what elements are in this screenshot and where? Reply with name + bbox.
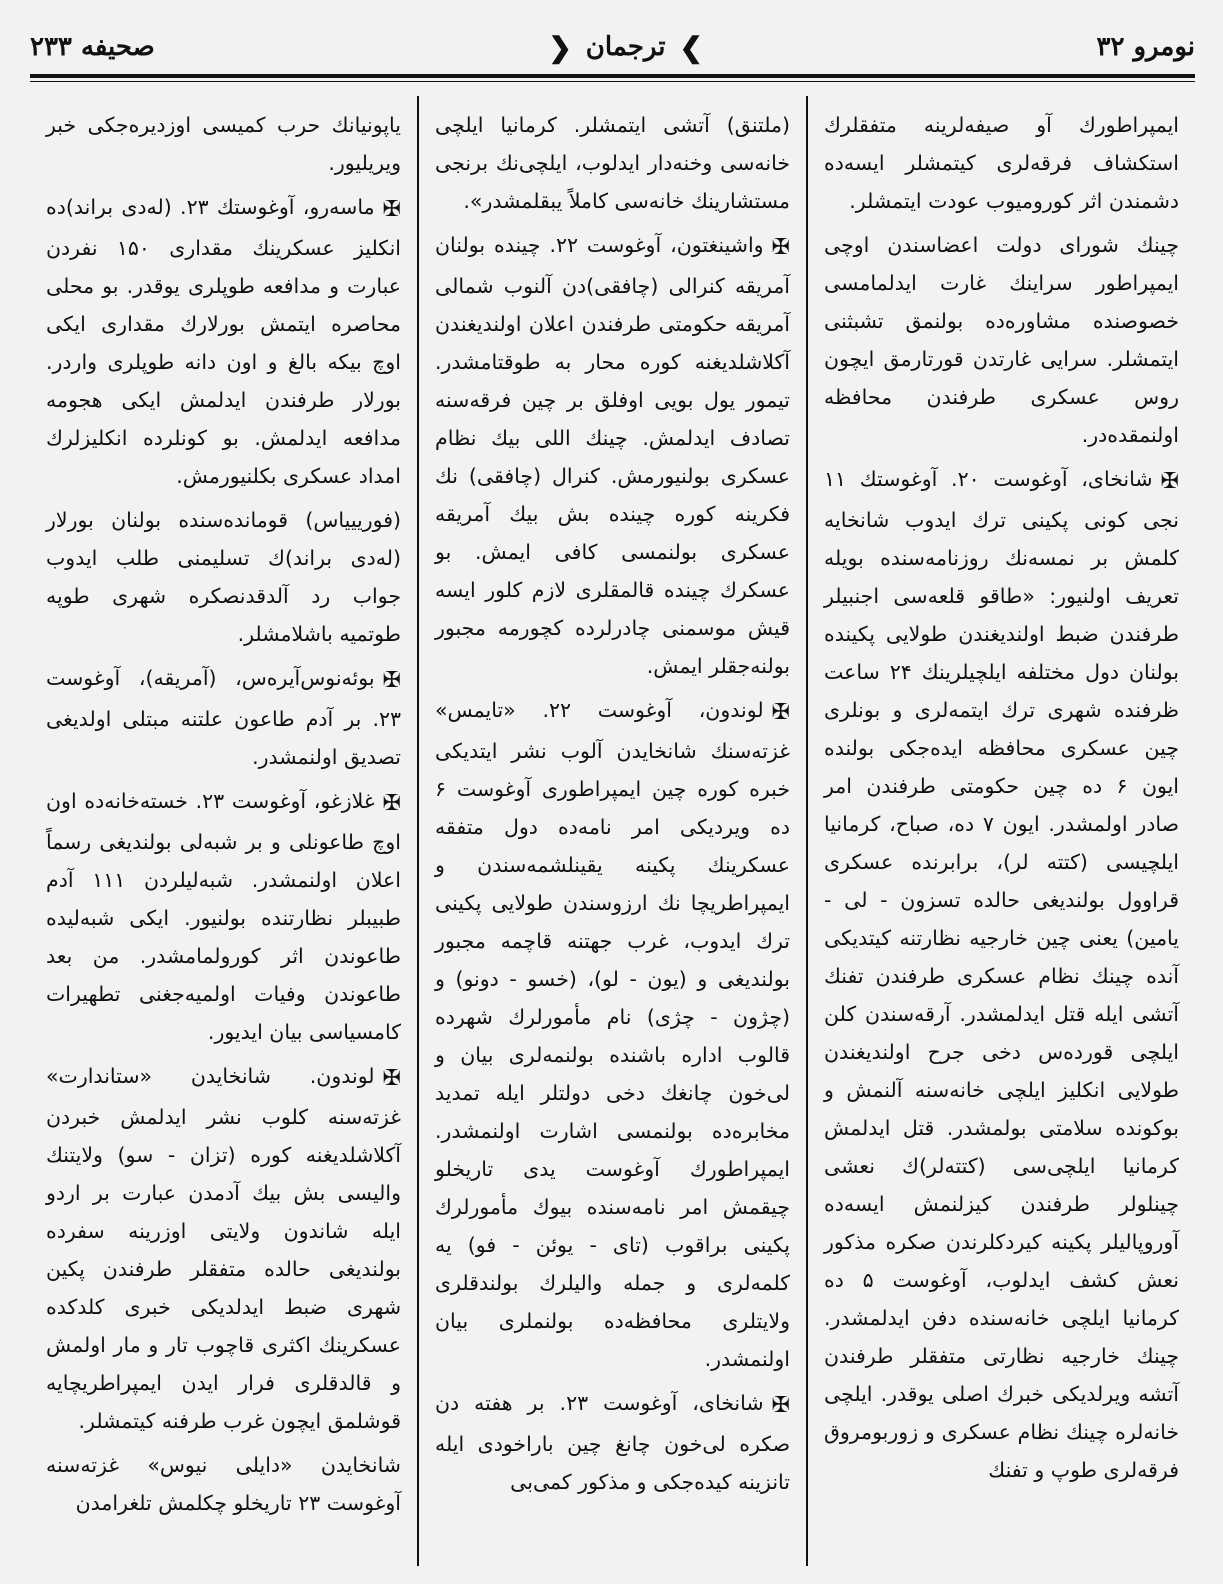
paragraph-text: ياپونيانك حرب كميسی اوزديره‌جكی خبر ويريليور.: [46, 113, 401, 175]
paragraph-text: واشينغتون، آوغوست ۲۲. چينده بولنان آمريقه كنرالی (چافقی)دن آلنوب شمالی آمريقه حكومتی طرفندن اعلان اولنديغندن آكلاشلديغنه كوره محار به طوقتامشدر. تيمور يول بويی اوفلق بر چين فرقه‌سنه تصادف ايدلمش. چينك اللی بيك نظام عسكری بولنيورمش. كنرال (چافقی) نك فكرينه كوره چينده بش بيك آمريقه عسكری بولنمسی كافی ايمش. بو عسكرك چينده قالمقلری لازم كلور ايسه قيش موسمنی چادرلرده كچورمه مجبور بولنه‌جقلر ايمش.: [435, 233, 790, 678]
masthead: [30, 22, 1195, 72]
news-dispatch: [435, 1384, 790, 1501]
article-paragraph: [824, 106, 1179, 220]
section-knot-icon: ✠: [382, 791, 401, 816]
paragraph-text: شانخايدن «دايلی نيوس» غزته‌سنه آوغوست ۲۳ تاريخلو چكلمش تلغرامدن: [46, 1453, 401, 1515]
section-knot-icon: ✠: [382, 668, 401, 693]
ornament-left-icon: ❮: [548, 30, 572, 64]
paragraph-text: لوندون، آوغوست ۲۲. «تايمس» غزته‌سنك شانخايدن آلوب نشر ايتديكی خبره كوره چين ايمپراطوری آوغوست ۶ ده ويرديكی امر نامه‌ده دول متفقه عسكرينك پكينه يقينلشمه‌سندن و ايمپراطريچا نك ارزوسندن طولايی پكينی ترك ايدوب، غرب جهتنه قاچمه مجبور بولنديغی و (يون - لو)، (خسو - دونو) و (چژون - چژی) نام مأمورلرك شهرده قالوب اداره باشنده بولنمه‌لری بيان و لی‌خون چانغك دخی دولتلر ايله تمديد مخابره‌ده بولنمسی اشارت اولنمشدر. ايمپراطورك آوغوست يدی تاريخلو چيقمش امر نامه‌سنده بيوك مأمورلرك پكينی براقوب (تای - يوئن - فو) يه كلمه‌لری و جمله واليلرك بولندقلری ولايتلری محافظه‌ده بولنملری بيان اولنمشدر.: [435, 698, 790, 1371]
paragraph-text: شانخای، آوغوست ۲۳. بر هفته دن صكره لی‌خون چانغ چين باراخودی ايله تانزينه كيده‌جكی و مذكور كمی‌بی: [435, 1391, 790, 1494]
header-rule-thick: [30, 74, 1195, 78]
paragraph-text: لوندون. شانخايدن «ستاندارت» غزته‌سنه كلوب نشر ايدلمش خبردن آكلاشلديغنه كوره (تزان - سو) ولايتنك واليسی بش بيك آدمدن عبارت بر اردو ايله شاندون ولايتی اوزرينه سفرده بولنديغی حالده متفقلر طرفندن پكين شهری ضبط ايدلديكی خبری كلدكده عسكرينك اكثری قاچوب تار و مار اولمش و قالدقلری فرار ايدن ايمپراطريچايه قوشلمق ايچون غرب طرفنه كيتمشلر.: [46, 1064, 401, 1433]
article-paragraph: [46, 501, 401, 653]
issue-number: نومرو ۳۲: [1096, 32, 1195, 62]
section-knot-icon: ✠: [771, 1393, 791, 1418]
news-dispatch: [824, 460, 1179, 1489]
section-knot-icon: ✠: [771, 700, 790, 725]
news-dispatch: [435, 226, 790, 685]
paragraph-text: شانخای، آوغوست ۲۰. آوغوستك ۱۱ نجی كونی پكينی ترك ايدوب شانخايه كلمش بر نمسه‌نك روزنامه‌سنده بويله تعريف اولنيور: «طاقو قلعه‌سی اجنبيلر طرفندن ضبط اولنديغندن طولايی پكينده بولنان دول مختلفه ايلچيلرينك ۲۴ ساعت ظرفنده شهری ترك ايتمه‌لری و بونلری چين عسكری محافظه ايده‌جكی بولنده ايون ۶ ده چين حكومتی طرفندن امر صادر اولمشدر. ايون ۷ ده، صباح، كرمانيا ايلچيسی (كتته لر)، برابرنده عسكری قراوول بولنديغی حالده تسزون - لی - يامين) يعنی چين خارجيه نظارتنه كيتديكی آنده چينك نظام عسكری طرفندن تفنك آتشی ايله قتل ايدلمشدر. آرقه‌سندن كلن ايلچی قورده‌س دخی جرح اولنديغندن طولايی انكليز ايلچی خانه‌سنه آلنمش و بوكونده سلامتی بولمشدر. قتل ايدلمش كرمانيا ايلچی‌سی (كتته‌لر)ك نعشی چينلولر طرفندن كيزلنمش ايسه‌ده آوروپاليلر پكينه كيردكلرندن صكره مذكور نعش كشف ايدلوب، آوغوست ۵ ده كرمانيا ايلچی خانه‌سنده دفن ايدلمشدر. چينك خارجيه نظارتی متفقلر طرفندن آتشه ويرلديكی خبرك اصلی يوقدر. ايلچی خانه‌لره چينك نظام عسكری و زوربومروق فرقه‌لری طوپ و تفنك: [824, 467, 1179, 1482]
header-rule-thin: [30, 81, 1195, 82]
article-paragraph: [824, 226, 1179, 454]
section-knot-icon: ✠: [382, 1066, 401, 1091]
ornament-right-icon: ❯: [679, 30, 703, 64]
paragraph-text: (فورييياس) قومانده‌سنده بولنان بورلار (له‌دی براند)ك تسليمنی طلب ايدوب جواب رد آلدقدنصكره شهری طوپه طوتميه باشلامشلر.: [46, 508, 401, 646]
section-knot-icon: ✠: [382, 197, 401, 222]
page-number: صحيفه ۲۳۳: [30, 32, 155, 62]
paragraph-text: غلازغو، آوغوست ۲۳. خسته‌خانه‌ده اون اوچ طاعونلی و بر شبه‌لی بولنديغی رسماً اعلان اولنمشدر. شبه‌لیلردن ۱۱۱ آدم طبيبلر نظارتنده بولنيور. ايكی شبه‌ليده طاعوندن اثر كورولمامشدر. من بعد طاعوندن وفيات اولميه‌جغنی تطهيرات كامسياسی بيان ايديور.: [46, 789, 401, 1044]
section-knot-icon: ✠: [1160, 469, 1179, 494]
article-paragraph: [46, 1446, 401, 1522]
paragraph-text: ايمپراطورك آو صيفه‌لرينه متفقلرك استكشاف فرقه‌لری كيتمشلر ايسه‌ده دشمندن اثر كوروميوب عودت ايتمشلر.: [824, 113, 1179, 213]
article-paragraph: [435, 106, 790, 220]
paragraph-text: چينك شورای دولت اعضاسندن اوچی ايمپراطور سراينك غارت ايدلمامسی خصوصنده مشاوره‌ده بولنمق تشبثنی ايتمشلر. سرايی غارتدن قورتارمق ايچون روس عسكری طرفندن محافظه اولنمقده‌در.: [824, 233, 1179, 447]
news-dispatch: [435, 691, 790, 1378]
column-1: [808, 96, 1195, 1566]
news-dispatch: [46, 782, 401, 1051]
article-paragraph: [46, 106, 401, 182]
column-2: [419, 96, 808, 1566]
section-knot-icon: ✠: [771, 235, 790, 260]
paragraph-text: بوئه‌نوس‌آيره‌س، (آمريقه)، آوغوست ۲۳. بر آدم طاعون علتنه مبتلی اولديغی تصديق اولنمشدر.: [46, 666, 401, 769]
news-dispatch: [46, 188, 401, 495]
news-dispatch: [46, 1057, 401, 1440]
newspaper-title-block: [548, 31, 703, 64]
news-dispatch: [46, 659, 401, 776]
paragraph-text: (ملتنق) آتشی ايتمشلر. كرمانيا ايلچی خانه‌سی وخنه‌دار ايدلوب، ايلچی‌نك برنجی مستشارينك خانه‌سی كاملاً يبقلمشدر».: [435, 113, 790, 213]
newspaper-title: ترجمان: [585, 32, 666, 62]
column-3: [30, 96, 419, 1566]
article-columns: [30, 96, 1195, 1566]
paragraph-text: ماسه‌رو، آوغوستك ۲۳. (له‌دی براند)ده انكليز عسكرينك مقداری ۱۵۰ نفردن عبارت و مدافعه طوپلری يوقدر. بو محلی محاصره ايتمش بورلارك مقداری ايكی اوچ بيكه بالغ و اون دانه طوپلری واردر. بورلار طرفندن ايدلمش ايكی هجومه مدافعه ايدلمش. بو كونلرده انكليزلرك امداد عسكری بكلنيورمش.: [46, 195, 401, 488]
